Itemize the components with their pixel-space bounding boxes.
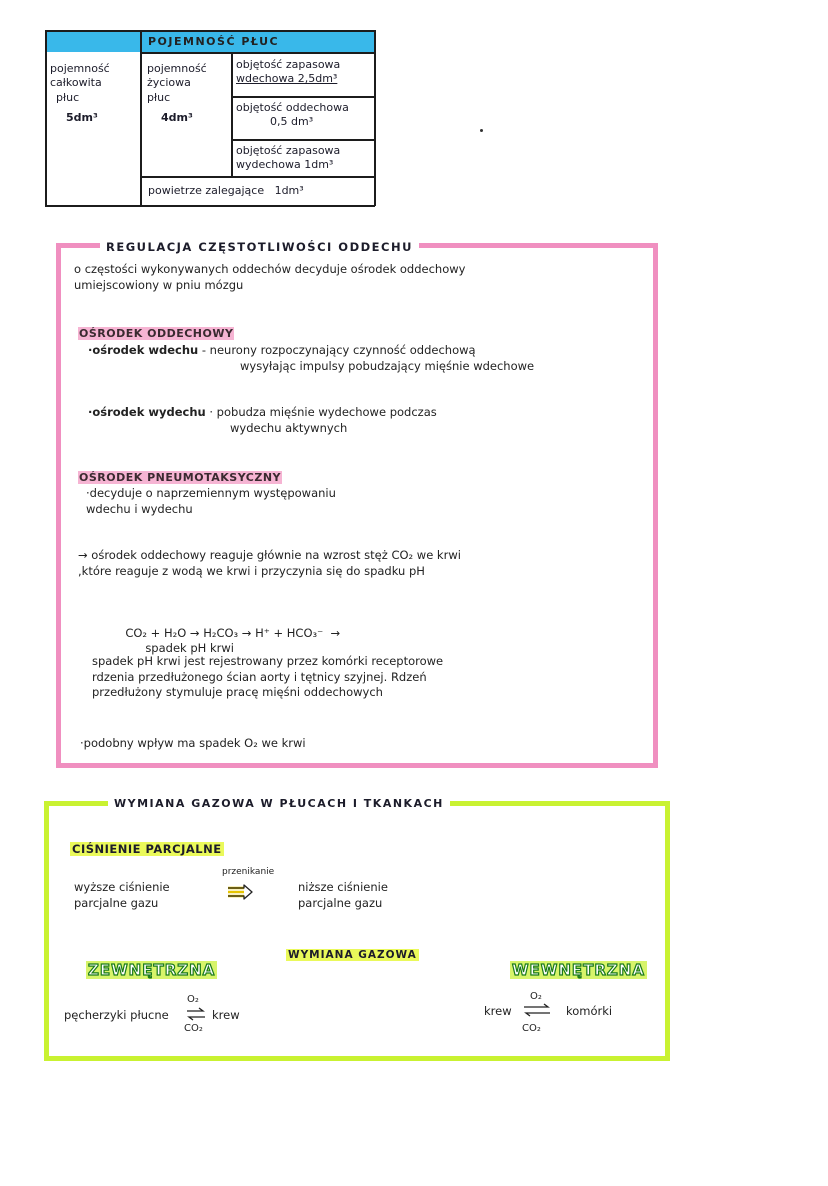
exhale-center-text-line2: wydechu aktywnych — [230, 420, 348, 435]
total-capacity-cell — [50, 62, 138, 125]
vital-capacity-cell — [147, 62, 231, 125]
inhale-center-label: ·ośrodek wdechu — [88, 343, 199, 357]
vital-capacity-line2: życiowa — [147, 76, 191, 90]
co2-reaction-text — [78, 548, 648, 579]
gas-exchange-subheading-text: WYMIANA GAZOWA — [288, 949, 417, 961]
residual-volume-cell: powietrze zalegające 1dm³ — [148, 184, 304, 197]
inhale-center-text-line1: - neurony rozpoczynający czynność oddechową — [201, 343, 476, 357]
ph-receptor-line3: przedłużony stymuluje pracę mięśni oddechowych — [92, 685, 383, 700]
table-col1-line — [140, 30, 142, 206]
internal-right-label: komórki — [566, 1004, 613, 1018]
table-row2-line — [231, 139, 375, 141]
table-header-line — [140, 52, 375, 54]
total-capacity-line3: płuc — [56, 90, 80, 104]
ph-receptor-line2: rdzenia przedłużonego ścian aorty i tętnicy szyjnej. Rdzeń — [92, 669, 427, 684]
inspiratory-reserve-line2: wdechowa 2,5dm³ — [236, 72, 338, 86]
chemical-equation-formula: CO₂ + H₂O → H₂CO₃ → H⁺ + HCO₃⁻ → — [125, 625, 341, 640]
higher-pressure-line1: wyższe ciśnienie — [74, 880, 170, 894]
ph-receptor-text — [92, 654, 652, 701]
exhale-center-text-line1: · pobudza mięśnie wydechowe podczas — [209, 405, 437, 419]
total-capacity-line1: pojemność — [50, 62, 110, 75]
external-o2-label: O₂ — [187, 994, 199, 1005]
co2-reaction-line2: ,które reaguje z wodą we krwi i przyczynia się do spadku pH — [78, 563, 425, 578]
lower-pressure-line2: parcjalne gazu — [298, 895, 383, 910]
pneumotaxic-text — [86, 486, 586, 517]
internal-left-label: krew — [484, 1004, 512, 1018]
chemical-equation — [118, 610, 638, 657]
pneumotaxic-heading-text: OŚRODEK PNEUMOTAKSYCZNY — [79, 471, 282, 484]
external-exchange-heading — [86, 960, 217, 979]
oxygen-drop-text: ·podobny wpływ ma spadek O₂ we krwi — [80, 736, 306, 750]
gas-exchange-subheading — [286, 943, 419, 962]
gas-exchange-title: WYMIANA GAZOWA W PŁUCACH I TKANKACH — [108, 797, 450, 810]
internal-exchange-heading-text: WEWNĘTRZNA — [512, 961, 645, 979]
internal-co2-label: CO₂ — [522, 1023, 541, 1034]
exhale-center-block — [88, 405, 648, 436]
total-capacity-line2: całkowita — [50, 76, 102, 90]
vital-capacity-line3: płuc — [147, 90, 171, 104]
higher-pressure-line2: parcjalne gazu — [74, 895, 159, 910]
inspiratory-reserve-line1: objętość zapasowa — [236, 58, 341, 71]
pneumotaxic-heading — [78, 466, 282, 485]
pneumotaxic-text-line1: ·decyduje o naprzemiennym występowaniu — [86, 486, 336, 500]
table-border-top — [45, 30, 375, 32]
table-border-bottom — [45, 205, 375, 207]
diffusion-arrow-icon — [226, 884, 254, 904]
vital-capacity-line1: pojemność — [147, 62, 207, 75]
expiratory-reserve-line2: wydechowa 1dm³ — [236, 158, 334, 172]
partial-pressure-heading-text: CIŚNIENIE PARCJALNE — [72, 842, 222, 856]
regulation-intro — [74, 262, 634, 293]
lower-pressure-text — [298, 880, 388, 911]
external-exchange-heading-text: ZEWNĘTRZNA — [88, 961, 216, 979]
exhale-center-label: ·ośrodek wydechu — [88, 405, 206, 419]
regulation-intro-line1: o częstości wykonywanych oddechów decyduje ośrodek oddechowy — [74, 262, 466, 276]
table-border-right — [374, 30, 376, 206]
external-right-label: krew — [212, 1008, 240, 1022]
total-capacity-value: 5dm³ — [66, 110, 98, 124]
co2-reaction-line1: → ośrodek oddechowy reaguje głównie na wzrost stęż CO₂ we krwi — [78, 548, 461, 562]
table-title: POJEMNOŚĆ PŁUC — [148, 35, 280, 48]
external-left-label: pęcherzyki płucne — [64, 1008, 169, 1022]
internal-o2-label: O₂ — [530, 991, 542, 1002]
table-row1-line — [231, 96, 375, 98]
ph-receptor-line1: spadek pH krwi jest rejestrowany przez komórki receptorowe — [92, 654, 444, 668]
inhale-center-text-line2: wysyłając impulsy pobudzający mięśnie wdechowe — [240, 358, 535, 373]
tidal-volume-line1: objętość oddechowa — [236, 101, 349, 114]
higher-pressure-text — [74, 880, 170, 911]
internal-exchange-arrows-icon — [522, 1002, 552, 1021]
table-row3-line — [140, 176, 375, 178]
tidal-volume-cell — [236, 101, 372, 130]
table-border-left — [45, 30, 47, 206]
expiratory-reserve-cell — [236, 144, 372, 173]
diffusion-label: przenikanie — [222, 867, 275, 877]
internal-exchange-heading — [510, 960, 647, 979]
regulation-title: REGULACJA CZĘSTOTLIWOŚCI ODDECHU — [100, 240, 419, 254]
pneumotaxic-text-line2: wdechu i wydechu — [86, 501, 193, 516]
partial-pressure-heading — [70, 838, 224, 857]
stray-dot — [480, 129, 483, 132]
chemical-equation-result: spadek pH krwi — [145, 641, 234, 656]
respiratory-center-heading-text: OŚRODEK ODDECHOWY — [79, 327, 234, 340]
expiratory-reserve-line1: objętość zapasowa — [236, 144, 341, 157]
tidal-volume-value: 0,5 dm³ — [270, 115, 314, 129]
respiratory-center-heading — [78, 322, 234, 341]
table-col2-line — [231, 52, 233, 176]
inspiratory-reserve-cell — [236, 58, 372, 87]
vital-capacity-value: 4dm³ — [161, 110, 193, 124]
lower-pressure-line1: niższe ciśnienie — [298, 880, 388, 894]
regulation-intro-line2: umiejscowiony w pniu mózgu — [74, 277, 244, 292]
inhale-center-block — [88, 343, 648, 374]
external-co2-label: CO₂ — [184, 1023, 203, 1034]
